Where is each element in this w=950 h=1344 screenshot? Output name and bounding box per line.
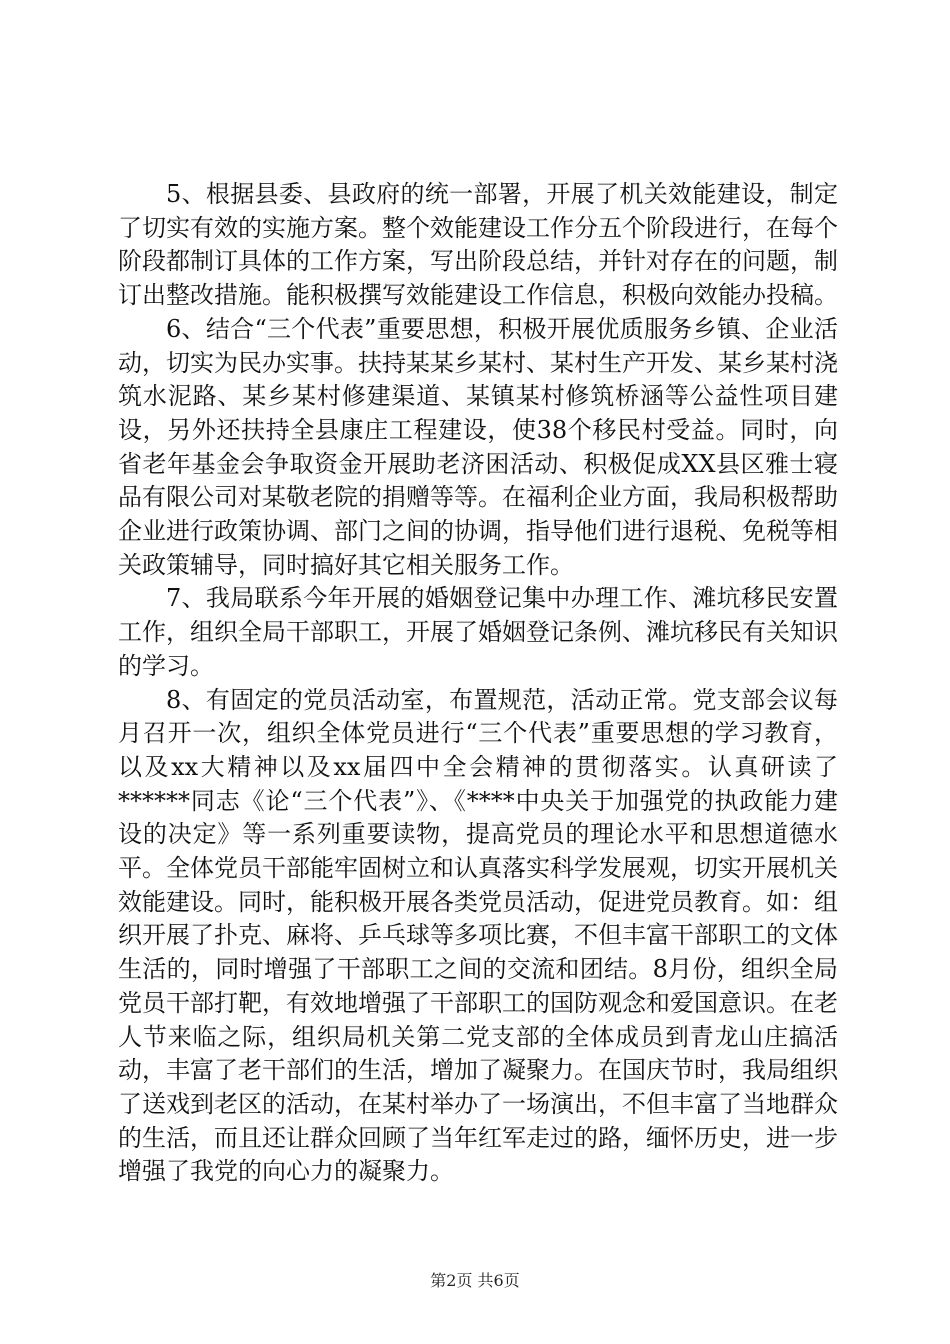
paragraph-8: 8、有固定的党员活动室，布置规范，活动正常。党支部会议每月召开一次，组织全体党员进行“三个代表”重要思想的学习教育，以及xx大精神以及xx届四中全会精神的贯彻落实。认真研读了******同志《论“三个代表”》、《****中央关于加强党的执政能力建设的决定》等一系列重要读物，提高党员的理论水平和思想道德水平。全体党员干部能牢固树立和认真落实科学发展观，切实开展机关效能建设。同时，能积极开展各类党员活动，促进党员教育。如：组织开展了扑克、麻将、乒乓球等多项比赛，不但丰富干部职工的文体生活的，同时增强了干部职工之间的交流和团结。8月份，组织全局党员干部打靶，有效地增强了干部职工的国防观念和爱国意识。在老人节来临之际，组织局机关第二党支部的全体成员到青龙山庄搞活动，丰富了老干部们的生活，增加了凝聚力。在国庆节时，我局组织了送戏到老区的活动，在某村举办了一场演出，不但丰富了当地群众的生活，而且还让群众回顾了当年红军走过的路，缅怀历史，进一步增强了我党的向心力的凝聚力。 bbox=[118, 685, 838, 1186]
paragraph-7: 7、我局联系今年开展的婚姻登记集中办理工作、滩坑移民安置工作，组织全局干部职工，开展了婚姻登记条例、滩坑移民有关知识的学习。 bbox=[118, 584, 838, 680]
document-body bbox=[118, 178, 838, 1189]
paragraph-5: 5、根据县委、县政府的统一部署，开展了机关效能建设，制定了切实有效的实施方案。整个效能建设工作分五个阶段进行，在每个阶段都制订具体的工作方案，写出阶段总结，并针对存在的问题，制订出整改措施。能积极撰写效能建设工作信息，积极向效能办投稿。 bbox=[118, 180, 838, 310]
paragraph-6: 6、结合“三个代表”重要思想，积极开展优质服务乡镇、企业活动，切实为民办实事。扶持某某乡某村、某村生产开发、某乡某村浇筑水泥路、某乡某村修建渠道、某镇某村修筑桥涵等公益性项目建设，另外还扶持全县康庄工程建设，使38个移民村受益。同时，向省老年基金会争取资金开展助老济困活动、积极促成XX县区雅士寝品有限公司对某敬老院的捐赠等等。在福利企业方面，我局积极帮助企业进行政策协调、部门之间的协调，指导他们进行退税、免税等相关政策辅导，同时搞好其它相关服务工作。 bbox=[118, 314, 838, 579]
page-number-footer: 第2页 共6页 bbox=[430, 1271, 520, 1290]
